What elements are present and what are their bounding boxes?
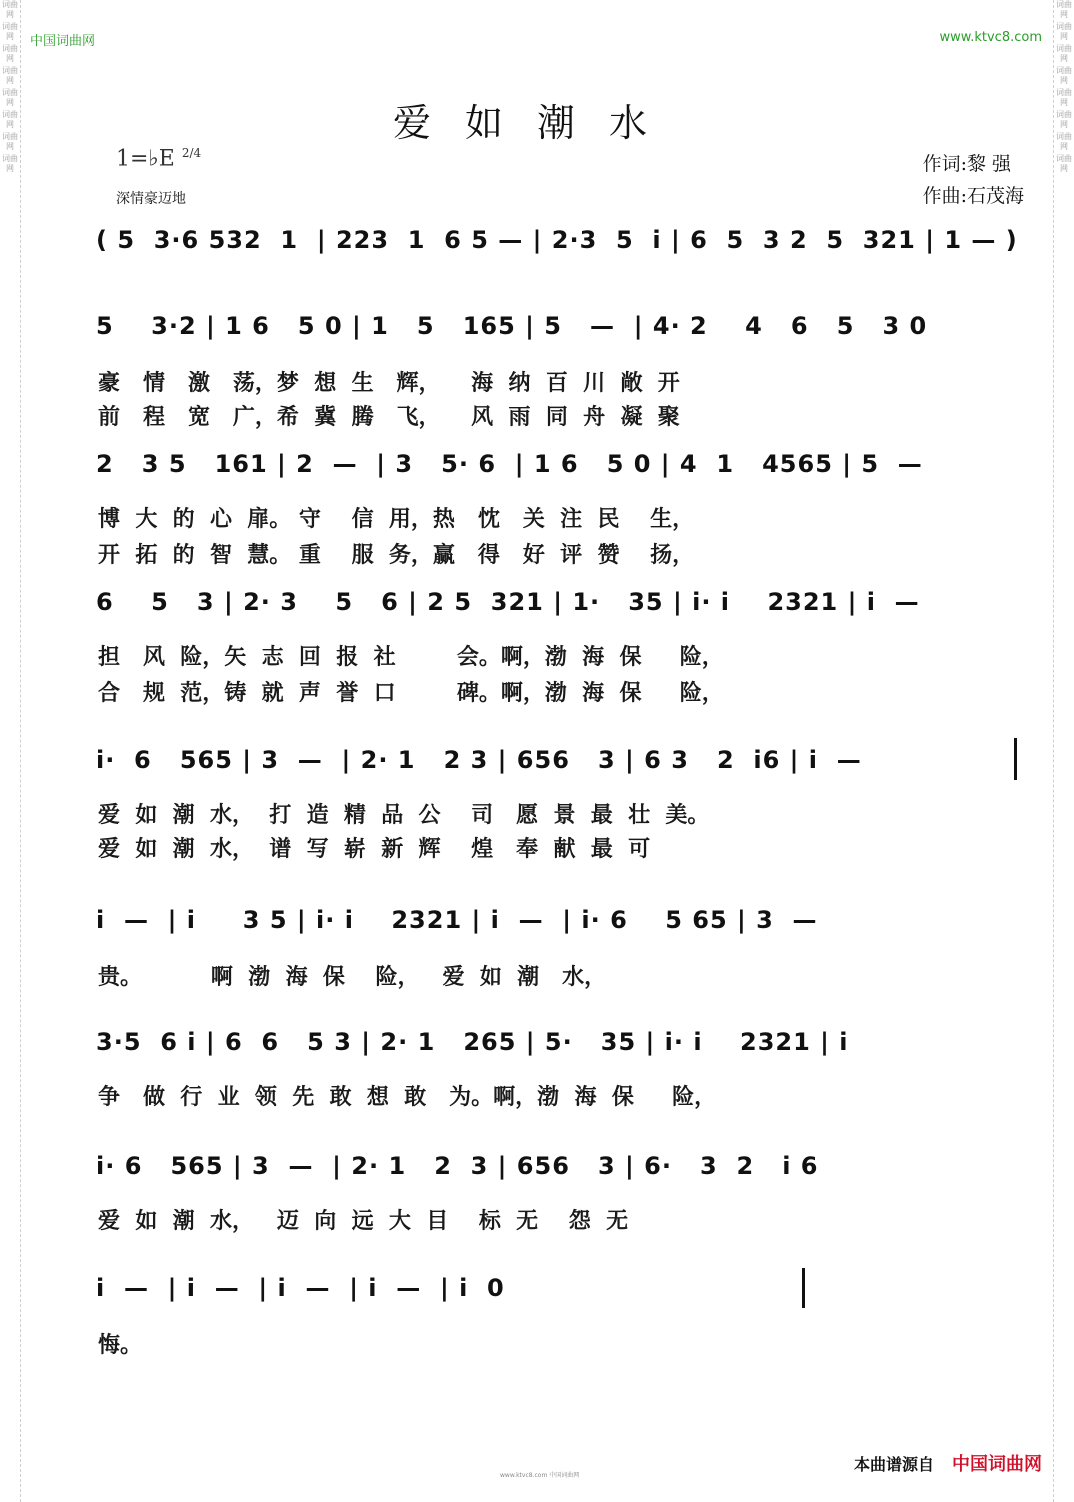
score-line-5: i· 6 565 | 3 — | 2· 1 2 3 | 656 3 | 6 3 2 i6 | i —	[96, 746, 862, 774]
side-watermark: 词曲网	[2, 154, 18, 173]
lyric-line-4-verse-1: 担 风 险，矢 志 回 报 社 会。啊，渤 海 保 险，	[98, 644, 724, 670]
side-watermark: 词曲网	[1056, 44, 1072, 63]
tempo-marking: 深情豪迈地	[116, 191, 186, 207]
lyric-line-7: 争 做 行 业 领 先 敢 想 敢 为。啊，渤 海 保 险，	[98, 1084, 717, 1110]
time-signature: 2/4	[181, 146, 202, 160]
side-watermark: 词曲网	[2, 44, 18, 63]
right-watermark-strip	[1053, 0, 1074, 1502]
credits	[923, 148, 1024, 212]
lyric-line-2-verse-2: 前 程 宽 广，希 冀 腾 飞， 风 雨 同 舟 凝 聚	[98, 404, 680, 430]
key-label: 1=♭E	[116, 146, 175, 172]
side-watermark: 词曲网	[1056, 22, 1072, 41]
score-line-6: i — | i 3 5 | i· i 2321 | i — | i· 6 5 65 | 3 —	[96, 906, 818, 934]
left-watermark-strip	[0, 0, 21, 1502]
footer-small-url: www.ktvc8.com 中国词曲网	[500, 1472, 580, 1479]
score-line-4: 6 5 3 | 2· 3 5 6 | 2 5 321 | 1· 35 | i· i 2321 | i —	[96, 588, 920, 616]
score-line-3: 2 3 5 161 | 2 — | 3 5· 6 | 1 6 5 0 | 4 1 4565 | 5 —	[96, 450, 923, 478]
lyric-line-5-verse-1: 爱 如 潮 水， 打 造 精 品 公 司 愿 景 最 壮 美。	[98, 802, 710, 828]
side-watermark: 词曲网	[1056, 132, 1072, 151]
side-watermark: 词曲网	[1056, 110, 1072, 129]
song-title: 爱如潮水	[392, 101, 681, 145]
side-watermark: 词曲网	[1056, 88, 1072, 107]
lyric-line-3-verse-1: 博 大 的 心 扉。 守 信 用，热 忱 关 注 民 生，	[98, 506, 695, 532]
side-watermark: 词曲网	[1056, 0, 1072, 19]
side-watermark: 词曲网	[2, 132, 18, 151]
side-watermark: 词曲网	[2, 66, 18, 85]
side-watermark: 词曲网	[1056, 154, 1072, 173]
side-watermark: 词曲网	[2, 88, 18, 107]
lyric-line-4-verse-2: 合 规 范，铸 就 声 誉 口 碑。啊，渤 海 保 险，	[98, 680, 724, 706]
key-signature	[116, 146, 201, 171]
lyric-line-3-verse-2: 开 拓 的 智 慧。 重 服 务，赢 得 好 评 赞 扬，	[98, 542, 695, 568]
lyric-line-9: 悔。	[98, 1332, 143, 1358]
lyric-line-5-verse-2: 爱 如 潮 水， 谱 写 崭 新 辉 煌 奉 献 最 可	[98, 836, 651, 862]
side-watermark: 词曲网	[2, 0, 18, 19]
final-barline	[802, 1268, 805, 1308]
source-brand-link[interactable]: 中国词曲网	[952, 1454, 1042, 1475]
lyric-line-8: 爱 如 潮 水， 迈 向 远 大 目 标 无 怨 无	[98, 1208, 629, 1234]
score-line-intro: ( 5 3·6 532 1 | 223 1 6 5 — | 2·3 5 i | 6 5 3 2 5 321 | 1 — )	[96, 226, 1018, 254]
score-line-7: 3·5 6 i | 6 6 5 3 | 2· 1 265 | 5· 35 | i· i 2321 | i	[96, 1028, 849, 1056]
score-line-9: i — | i — | i — | i — | i 0	[96, 1274, 505, 1302]
source-label: 本曲谱源自	[853, 1455, 934, 1474]
side-watermark: 词曲网	[2, 110, 18, 129]
score-line-8: i· 6 565 | 3 — | 2· 1 2 3 | 656 3 | 6· 3 2 i 6	[96, 1152, 819, 1180]
site-url-link[interactable]: www.ktvc8.com	[939, 30, 1042, 45]
repeat-end-barline	[1014, 738, 1017, 780]
lyric-line-6: 贵。 啊 渤 海 保 险， 爱 如 潮 水，	[98, 964, 607, 990]
score-line-2: 5 3·2 | 1 6 5 0 | 1 5 165 | 5 — | 4· 2 4 6 5 3 0	[96, 312, 928, 340]
lyricist-credit: 作词:黎 强	[922, 153, 1012, 175]
lyric-line-2-verse-1: 豪 情 激 荡，梦 想 生 辉， 海 纳 百 川 敞 开	[98, 370, 680, 396]
composer-credit: 作曲:石茂海	[922, 185, 1024, 207]
side-watermark: 词曲网	[1056, 66, 1072, 85]
site-name-link[interactable]: 中国词曲网	[30, 34, 96, 49]
side-watermark: 词曲网	[2, 22, 18, 41]
